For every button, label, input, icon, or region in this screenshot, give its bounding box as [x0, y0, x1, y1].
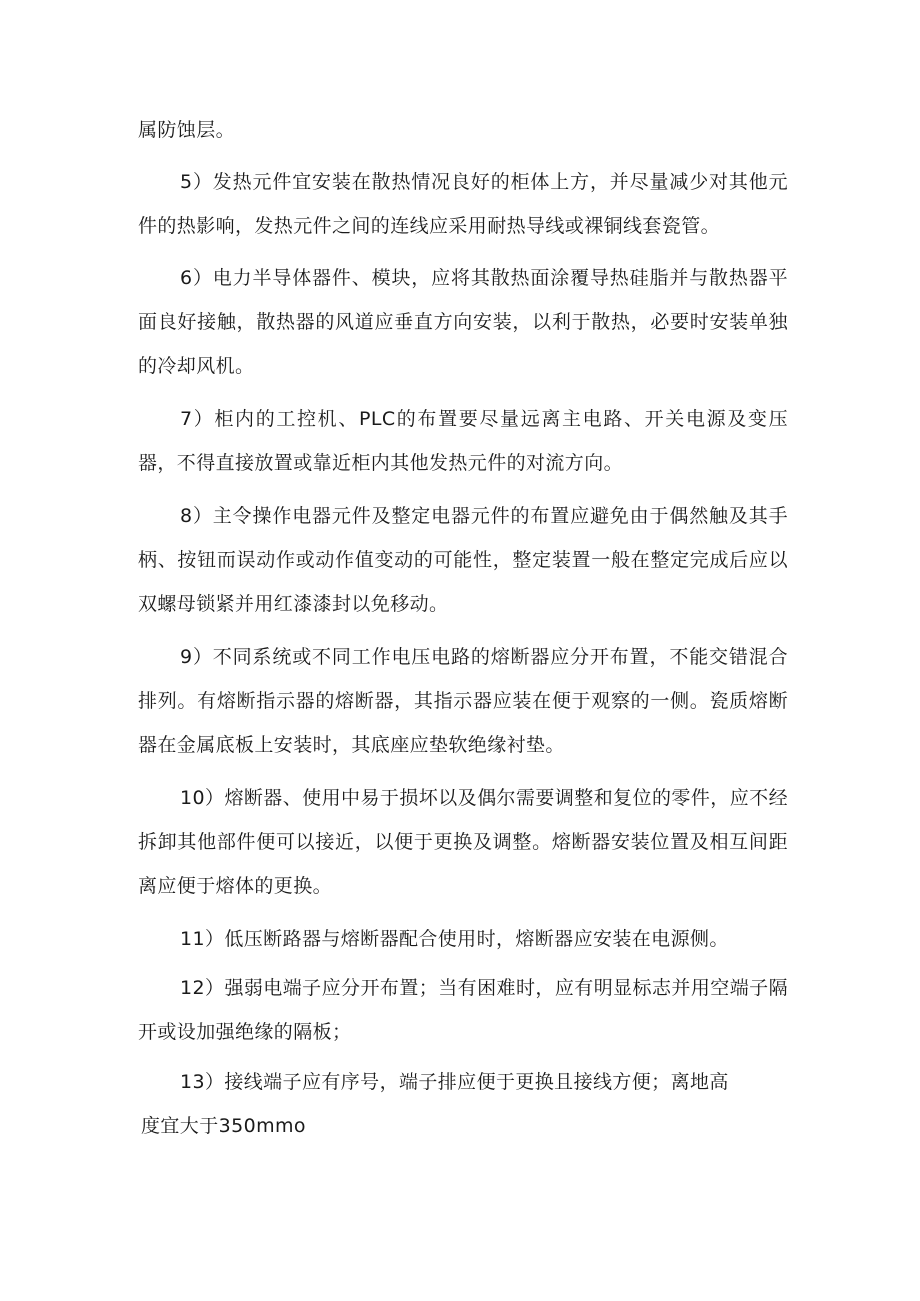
paragraph-item-13	[138, 1060, 798, 1148]
paragraph-item-11: 11）低压断路器与熔断器配合使用时，熔断器应安装在电源侧。	[180, 928, 729, 950]
paragraph-item-7: 7）柜内的工控机、PLC的布置要尽量远离主电路、开关电源及变压器，不得直接放置或靠近柜内其他发热元件的对流方向。	[138, 408, 788, 474]
paragraph-item-10: 10）熔断器、使用中易于损坏以及偶尔需要调整和复位的零件，应不经拆卸其他部件便可以接近，以便于更换及调整。熔断器安装位置及相互间距离应便于熔体的更换。	[138, 787, 788, 897]
paragraph-item-6: 6）电力半导体器件、模块，应将其散热面涂覆导热硅脂并与散热器平面良好接触，散热器的风道应垂直方向安装，以利于散热，必要时安装单独的冷却风机。	[138, 267, 788, 377]
paragraph-item-13-line-1: 13）接线端子应有序号，端子排应便于更换且接线方便；离地高	[180, 1071, 729, 1093]
paragraph-item-12: 12）强弱电端子应分开布置；当有困难时，应有明显标志并用空端子隔开或设加强绝缘的隔板；	[138, 977, 788, 1043]
paragraph-item-8: 8）主令操作电器元件及整定电器元件的布置应避免由于偶然触及其手柄、按钮而误动作或动作值变动的可能性，整定装置一般在整定完成后应以双螺母锁紧并用红漆漆封以免移动。	[138, 505, 788, 615]
paragraph-continuation: 属防蚀层。	[138, 119, 236, 141]
paragraph-item-13-line-2: 度宜大于350mmo	[141, 1115, 306, 1137]
paragraph-item-5: 5）发热元件宜安装在散热情况良好的柜体上方，并尽量减少对其他元件的热影响，发热元件之间的连线应采用耐热导线或裸铜线套瓷管。	[138, 171, 788, 237]
paragraph-item-9: 9）不同系统或不同工作电压电路的熔断器应分开布置，不能交错混合排列。有熔断指示器的熔断器，其指示器应装在便于观察的一侧。瓷质熔断器在金属底板上安装时，其底座应垫软绝缘衬垫。	[138, 646, 788, 756]
